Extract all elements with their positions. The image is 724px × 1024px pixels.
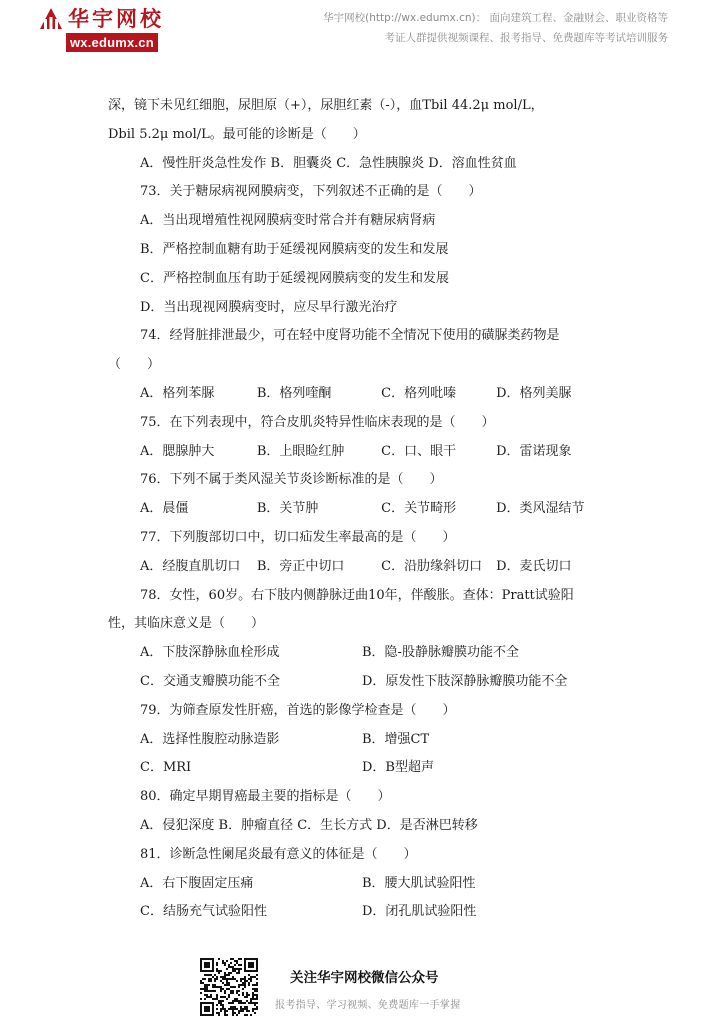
text-line: 81．诊断急性阑尾炎最有意义的体征是（ ）: [140, 846, 417, 862]
option-text: C．交通支瓣膜功能不全: [140, 673, 280, 689]
option-text: B．旁正中切口: [256, 558, 345, 574]
header-tagline-line1: 华宇网校(http://wx.edumx.cn)： 面向建筑工程、金融财会、职业资格等: [323, 12, 668, 24]
text-line: 79．为筛查原发性肝癌，首选的影像学检查是（ ）: [140, 702, 456, 718]
text-line: 80．确定早期胃癌最主要的指标是（ ）: [140, 789, 391, 805]
option-text: B．隐-股静脉瓣膜功能不全: [362, 645, 519, 661]
text-line: [108, 438, 628, 467]
option-text: A．选择性腹腔动脉造影: [140, 731, 280, 747]
text-line: [108, 495, 628, 524]
text-line: Dbil 5.2μ mol/L。最可能的诊断是（ ）: [108, 126, 366, 142]
question-content: [108, 92, 628, 927]
option-text: B．格列喹酮: [256, 385, 332, 401]
option-text: C．结肠充气试验阳性: [140, 904, 267, 920]
text-line: 73．关于糖尿病视网膜病变，下列叙述不正确的是（ ）: [140, 184, 482, 200]
text-line: [108, 380, 628, 409]
option-text: D．格列美脲: [496, 385, 572, 401]
header-tagline-line2: 考证人群提供视频课程、报考指导、免费题库等考试培训服务: [384, 32, 668, 44]
text-line: [108, 726, 628, 755]
option-text: D．雷诺现象: [496, 443, 572, 459]
option-text: C．MRI: [140, 760, 192, 776]
page-header: [0, 0, 724, 56]
footer-subtitle: 报考指导、学习视频、免费题库一手掌握: [275, 1000, 461, 1011]
text-line: 性，其临床意义是（ ）: [108, 616, 265, 632]
option-text: A．下肢深静脉血栓形成: [140, 645, 280, 661]
footer-title: 关注华宇网校微信公众号: [290, 970, 439, 986]
pencil-logo-icon: [38, 7, 64, 31]
option-text: B．增强CT: [362, 731, 430, 747]
text-line: A．慢性肝炎急性发作 B．胆囊炎 C．急性胰腺炎 D．溶血性贫血: [140, 155, 517, 171]
text-line: （ ）: [108, 357, 161, 373]
option-text: A．经腹直肌切口: [140, 558, 241, 574]
text-line: C．严格控制血压有助于延缓视网膜病变的发生和发展: [140, 270, 449, 286]
text-line: [108, 870, 628, 899]
option-text: C．关节畸形: [381, 501, 457, 517]
option-text: D．麦氏切口: [496, 558, 572, 574]
option-text: B．关节肿: [256, 501, 319, 517]
text-line: 74．经肾脏排泄最少，可在轻中度肾功能不全情况下使用的磺脲类药物是: [140, 328, 560, 344]
text-line: A．当出现增殖性视网膜病变时常合并有糖尿病肾病: [140, 213, 436, 229]
qr-code-icon[interactable]: [200, 958, 258, 1016]
option-text: A．腮腺肿大: [140, 443, 215, 459]
logo-url: wx.edumx.cn: [66, 33, 158, 52]
text-line: [108, 898, 628, 927]
text-line: [108, 668, 628, 697]
option-text: D．闭孔肌试验阳性: [362, 904, 477, 920]
text-line: 75．在下列表现中，符合皮肌炎特异性临床表现的是（ ）: [140, 414, 495, 430]
text-line: [108, 754, 628, 783]
option-text: C．口、眼干: [381, 443, 457, 459]
option-text: B．腰大肌试验阳性: [362, 875, 476, 891]
header-tagline: [323, 8, 668, 48]
text-line: 78．女性，60岁。右下肢内侧静脉迂曲10年，伴酸胀。查体：Pratt试验阳: [140, 587, 574, 603]
option-text: D．类风湿结节: [496, 501, 585, 517]
option-text: A．晨僵: [140, 501, 189, 517]
option-text: A．右下腹固定压痛: [140, 875, 254, 891]
option-text: C．格列吡嗪: [381, 385, 457, 401]
text-line: D．当出现视网膜病变时，应尽早行激光治疗: [140, 299, 398, 315]
option-text: A．格列苯脲: [140, 385, 215, 401]
text-line: [108, 639, 628, 668]
option-text: D．原发性下肢深静脉瓣膜功能不全: [362, 673, 568, 689]
text-line: 76．下列不属于类风湿关节炎诊断标准的是（ ）: [140, 472, 443, 488]
logo[interactable]: [38, 6, 170, 52]
option-text: C．沿肋缘斜切口: [381, 558, 483, 574]
text-line: [108, 553, 628, 582]
text-line: 77．下列腹部切口中，切口疝发生率最高的是（ ）: [140, 529, 456, 545]
text-line: 深，镜下未见红细胞，尿胆原（+），尿胆红素（-），血Tbil 44.2μ mol/L，: [108, 98, 544, 113]
text-line: B．严格控制血糖有助于延缓视网膜病变的发生和发展: [140, 241, 449, 257]
text-line: A．侵犯深度 B．肿瘤直径 C．生长方式 D．是否淋巴转移: [140, 817, 478, 833]
page-footer: [200, 958, 520, 1018]
option-text: B．上眼睑红肿: [256, 443, 345, 459]
logo-name: 华宇网校: [68, 7, 164, 31]
option-text: D．B型超声: [362, 760, 434, 776]
